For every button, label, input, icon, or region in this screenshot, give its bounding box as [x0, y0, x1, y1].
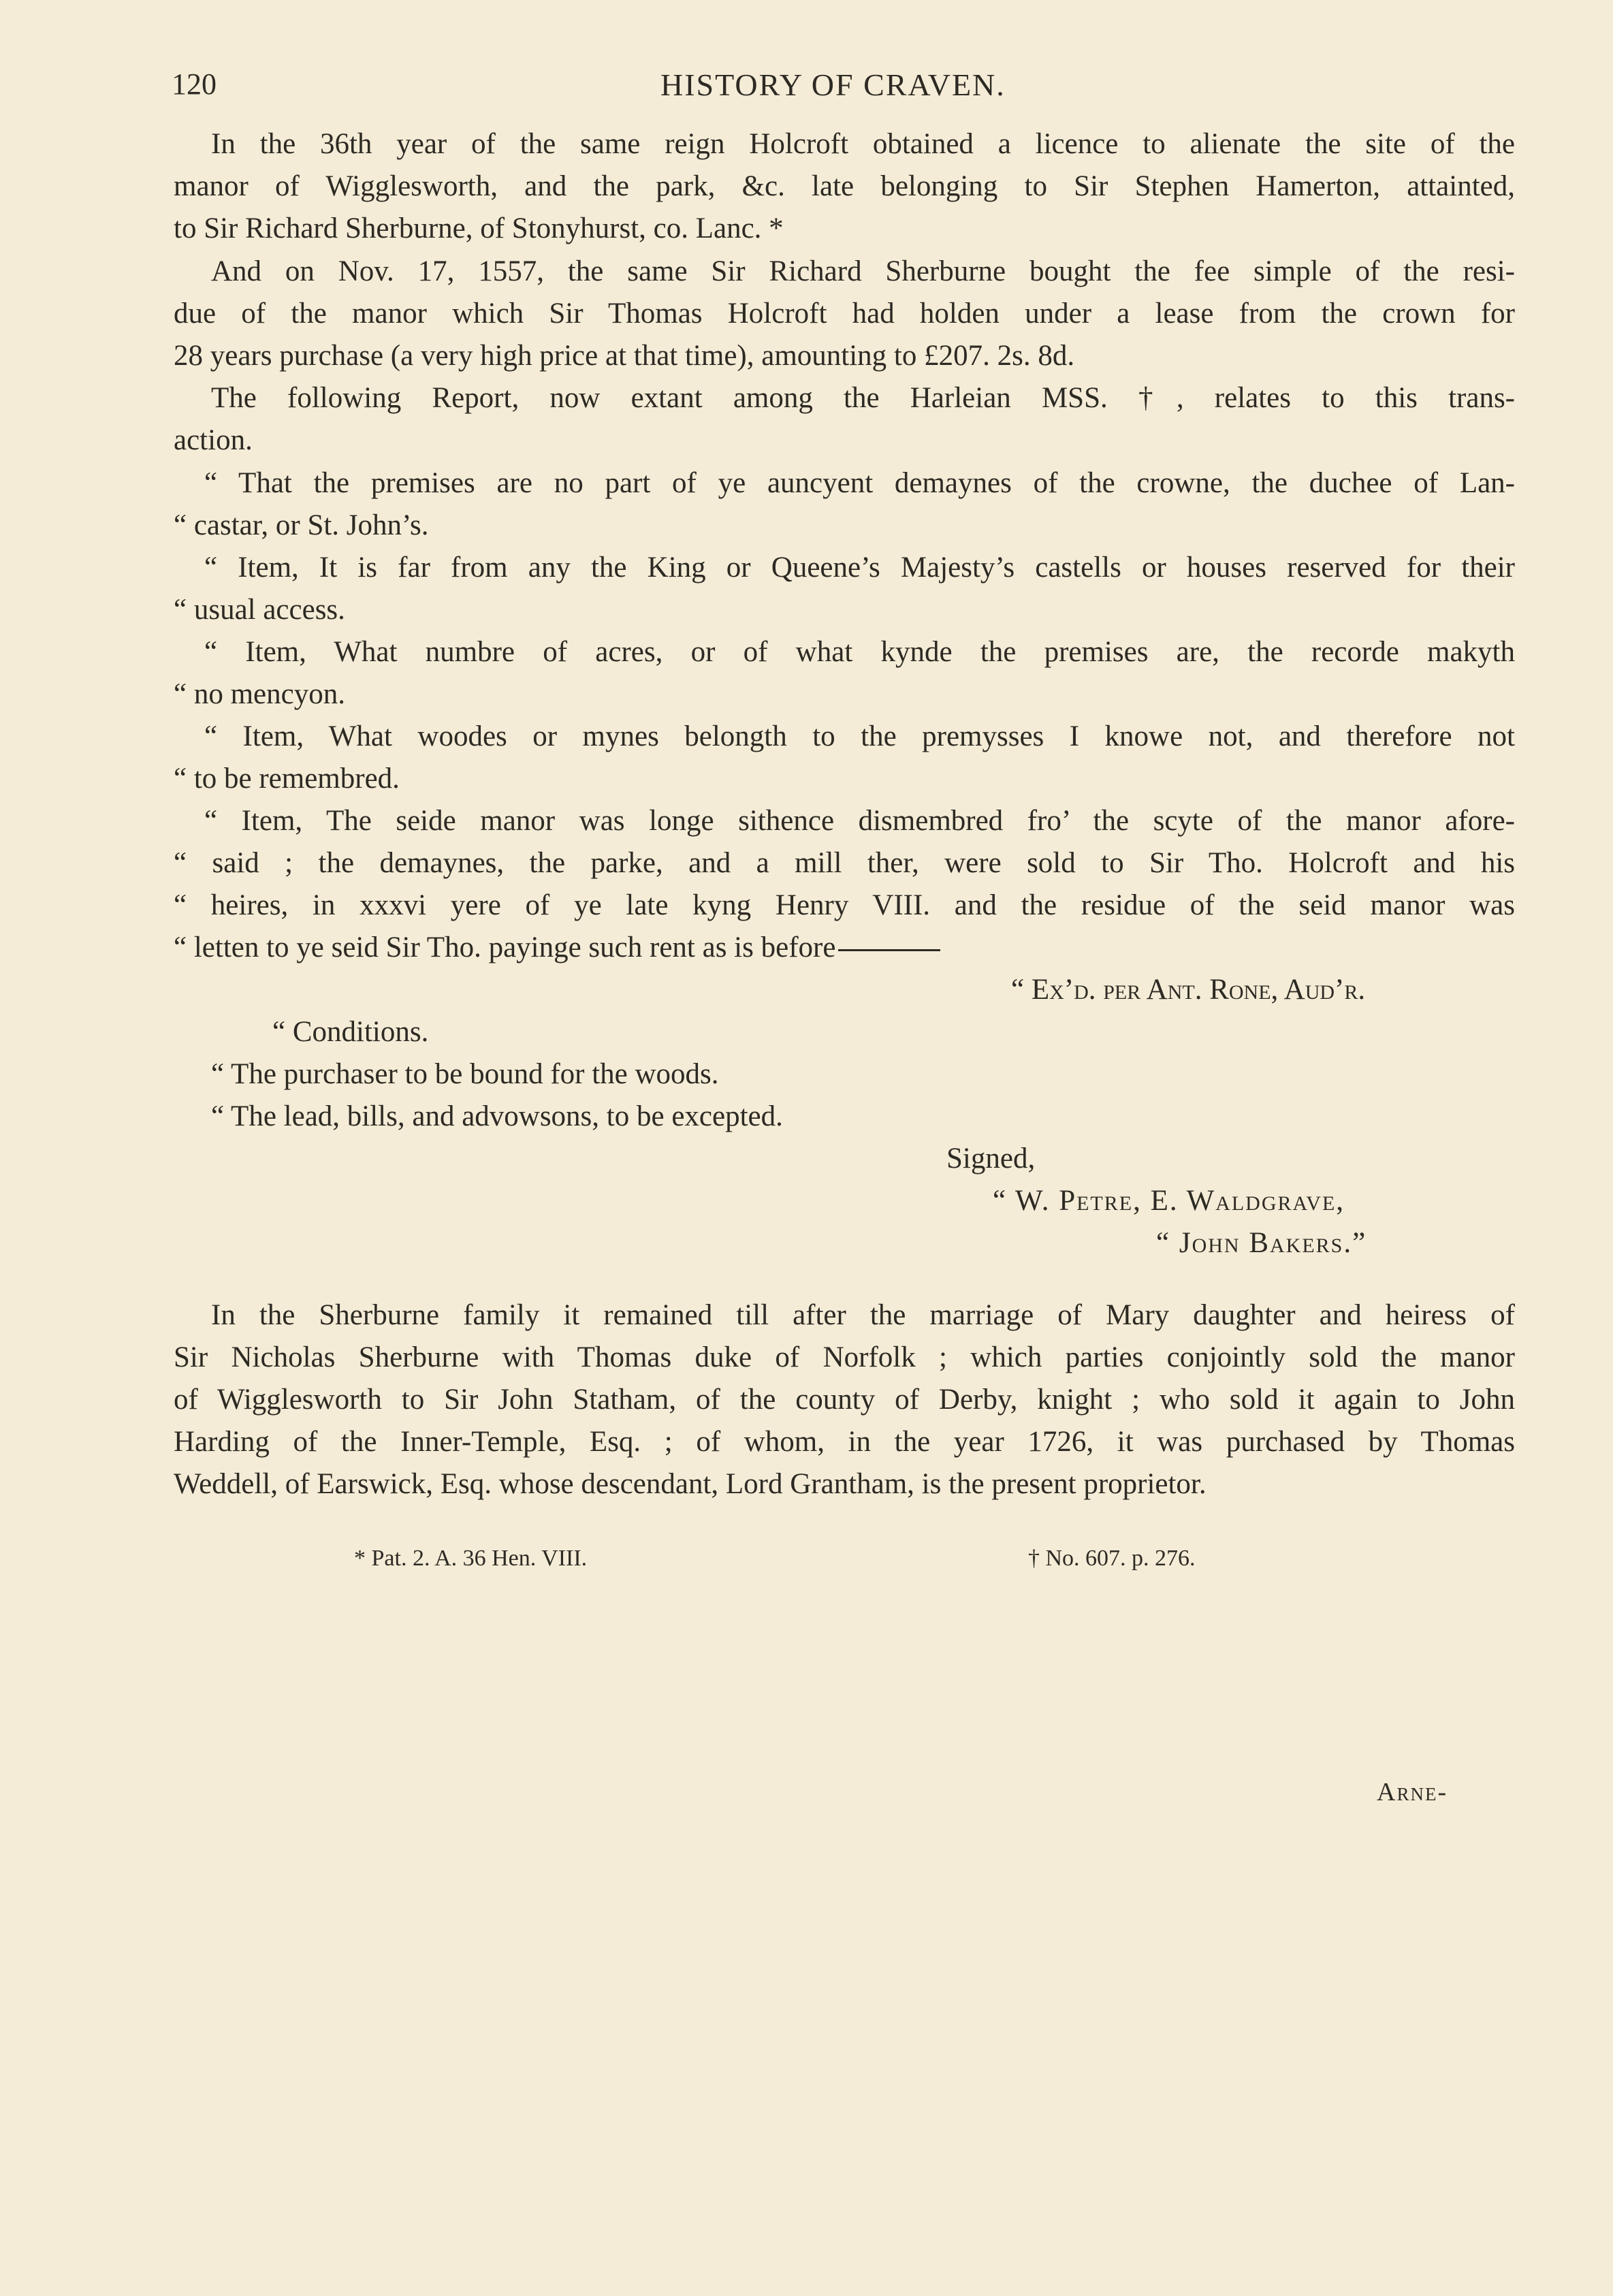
quote-line: “ Item, What woodes or mynes belongth to the premysses I knowe not, and therefore not [204, 720, 1515, 752]
quote-line: “ usual access. [174, 594, 345, 626]
quote-line: “ Item, It is far from any the King or Queene’s Majesty’s castells or houses reserved for their [204, 552, 1515, 584]
examined-by: “ Ex’d. per Ant. Rone, Aud’r. [1011, 974, 1366, 1006]
text-line: In the Sherburne family it remained till after the marriage of Mary daughter and heiress of [211, 1299, 1515, 1331]
text-line: to Sir Richard Sherburne, of Stonyhurst, co. Lanc. * [174, 212, 784, 244]
text-line: And on Nov. 17, 1557, the same Sir Richard Sherburne bought the fee simple of the resi- [211, 255, 1515, 287]
page-number: 120 [172, 67, 217, 101]
text-line: In the 36th year of the same reign Holcroft obtained a licence to alienate the site of the [211, 128, 1515, 160]
quote-line: “ Item, The seide manor was longe sithence dismembred fro’ the scyte of the manor afore- [204, 805, 1515, 837]
quote-line: “ That the premises are no part of ye auncyent demaynes of the crowne, the duchee of Lan- [204, 467, 1515, 499]
quote-line: “ said ; the demaynes, the parke, and a mill ther, were sold to Sir Tho. Holcroft and his [174, 847, 1515, 879]
catchword: Arne- [1377, 1778, 1448, 1806]
text-line: The following Report, now extant among the Harleian MSS. †, relates to this trans- [211, 382, 1515, 414]
dash-rule [838, 949, 940, 951]
conditions-heading: “ Conditions. [272, 1016, 429, 1048]
quote-line: “ Item, What numbre of acres, or of what kynde the premises are, the recorde makyth [204, 636, 1515, 668]
quote-line: “ castar, or St. John’s. [174, 509, 429, 541]
text-line: manor of Wigglesworth, and the park, &c. late belonging to Sir Stephen Hamerton, attainted, [174, 170, 1515, 202]
footnote: * Pat. 2. A. 36 Hen. VIII. [354, 1546, 588, 1571]
quote-line: “ no mencyon. [174, 678, 345, 710]
footnote: † No. 607. p. 276. [1028, 1546, 1196, 1571]
text-line: 28 years purchase (a very high price at that time), amounting to £207. 2s. 8d. [174, 340, 1075, 372]
text-line: of Wigglesworth to Sir John Statham, of the county of Derby, knight ; who sold it again to John [174, 1384, 1515, 1416]
condition-line: “ The lead, bills, and advowsons, to be excepted. [211, 1100, 783, 1132]
quote-line: “ heires, in xxxvi yere of ye late kyng Henry VIII. and the residue of the seid manor was [174, 889, 1515, 921]
quote-line [174, 933, 940, 962]
signatories-line: “ John Bakers.” [1156, 1227, 1367, 1259]
condition-line: “ The purchaser to be bound for the woods. [211, 1058, 719, 1090]
text-line: Sir Nicholas Sherburne with Thomas duke of Norfolk ; which parties conjointly sold the manor [174, 1341, 1515, 1373]
quote-text: “ letten to ye seid Sir Tho. payinge such rent as is before [174, 931, 836, 963]
text-line: Harding of the Inner-Temple, Esq. ; of whom, in the year 1726, it was purchased by Thomas [174, 1426, 1515, 1458]
text-line: Weddell, of Earswick, Esq. whose descendant, Lord Grantham, is the present proprietor. [174, 1468, 1207, 1500]
quote-line: “ to be remembred. [174, 763, 400, 795]
text-line: due of the manor which Sir Thomas Holcroft had holden under a lease from the crown for [174, 298, 1515, 330]
text-line: action. [174, 424, 253, 456]
signed-label: Signed, [946, 1143, 1036, 1175]
signatories-line: “ W. Petre, E. Waldgrave, [993, 1185, 1345, 1217]
page-header [0, 67, 1613, 108]
running-title: HISTORY OF CRAVEN. [660, 67, 1006, 102]
